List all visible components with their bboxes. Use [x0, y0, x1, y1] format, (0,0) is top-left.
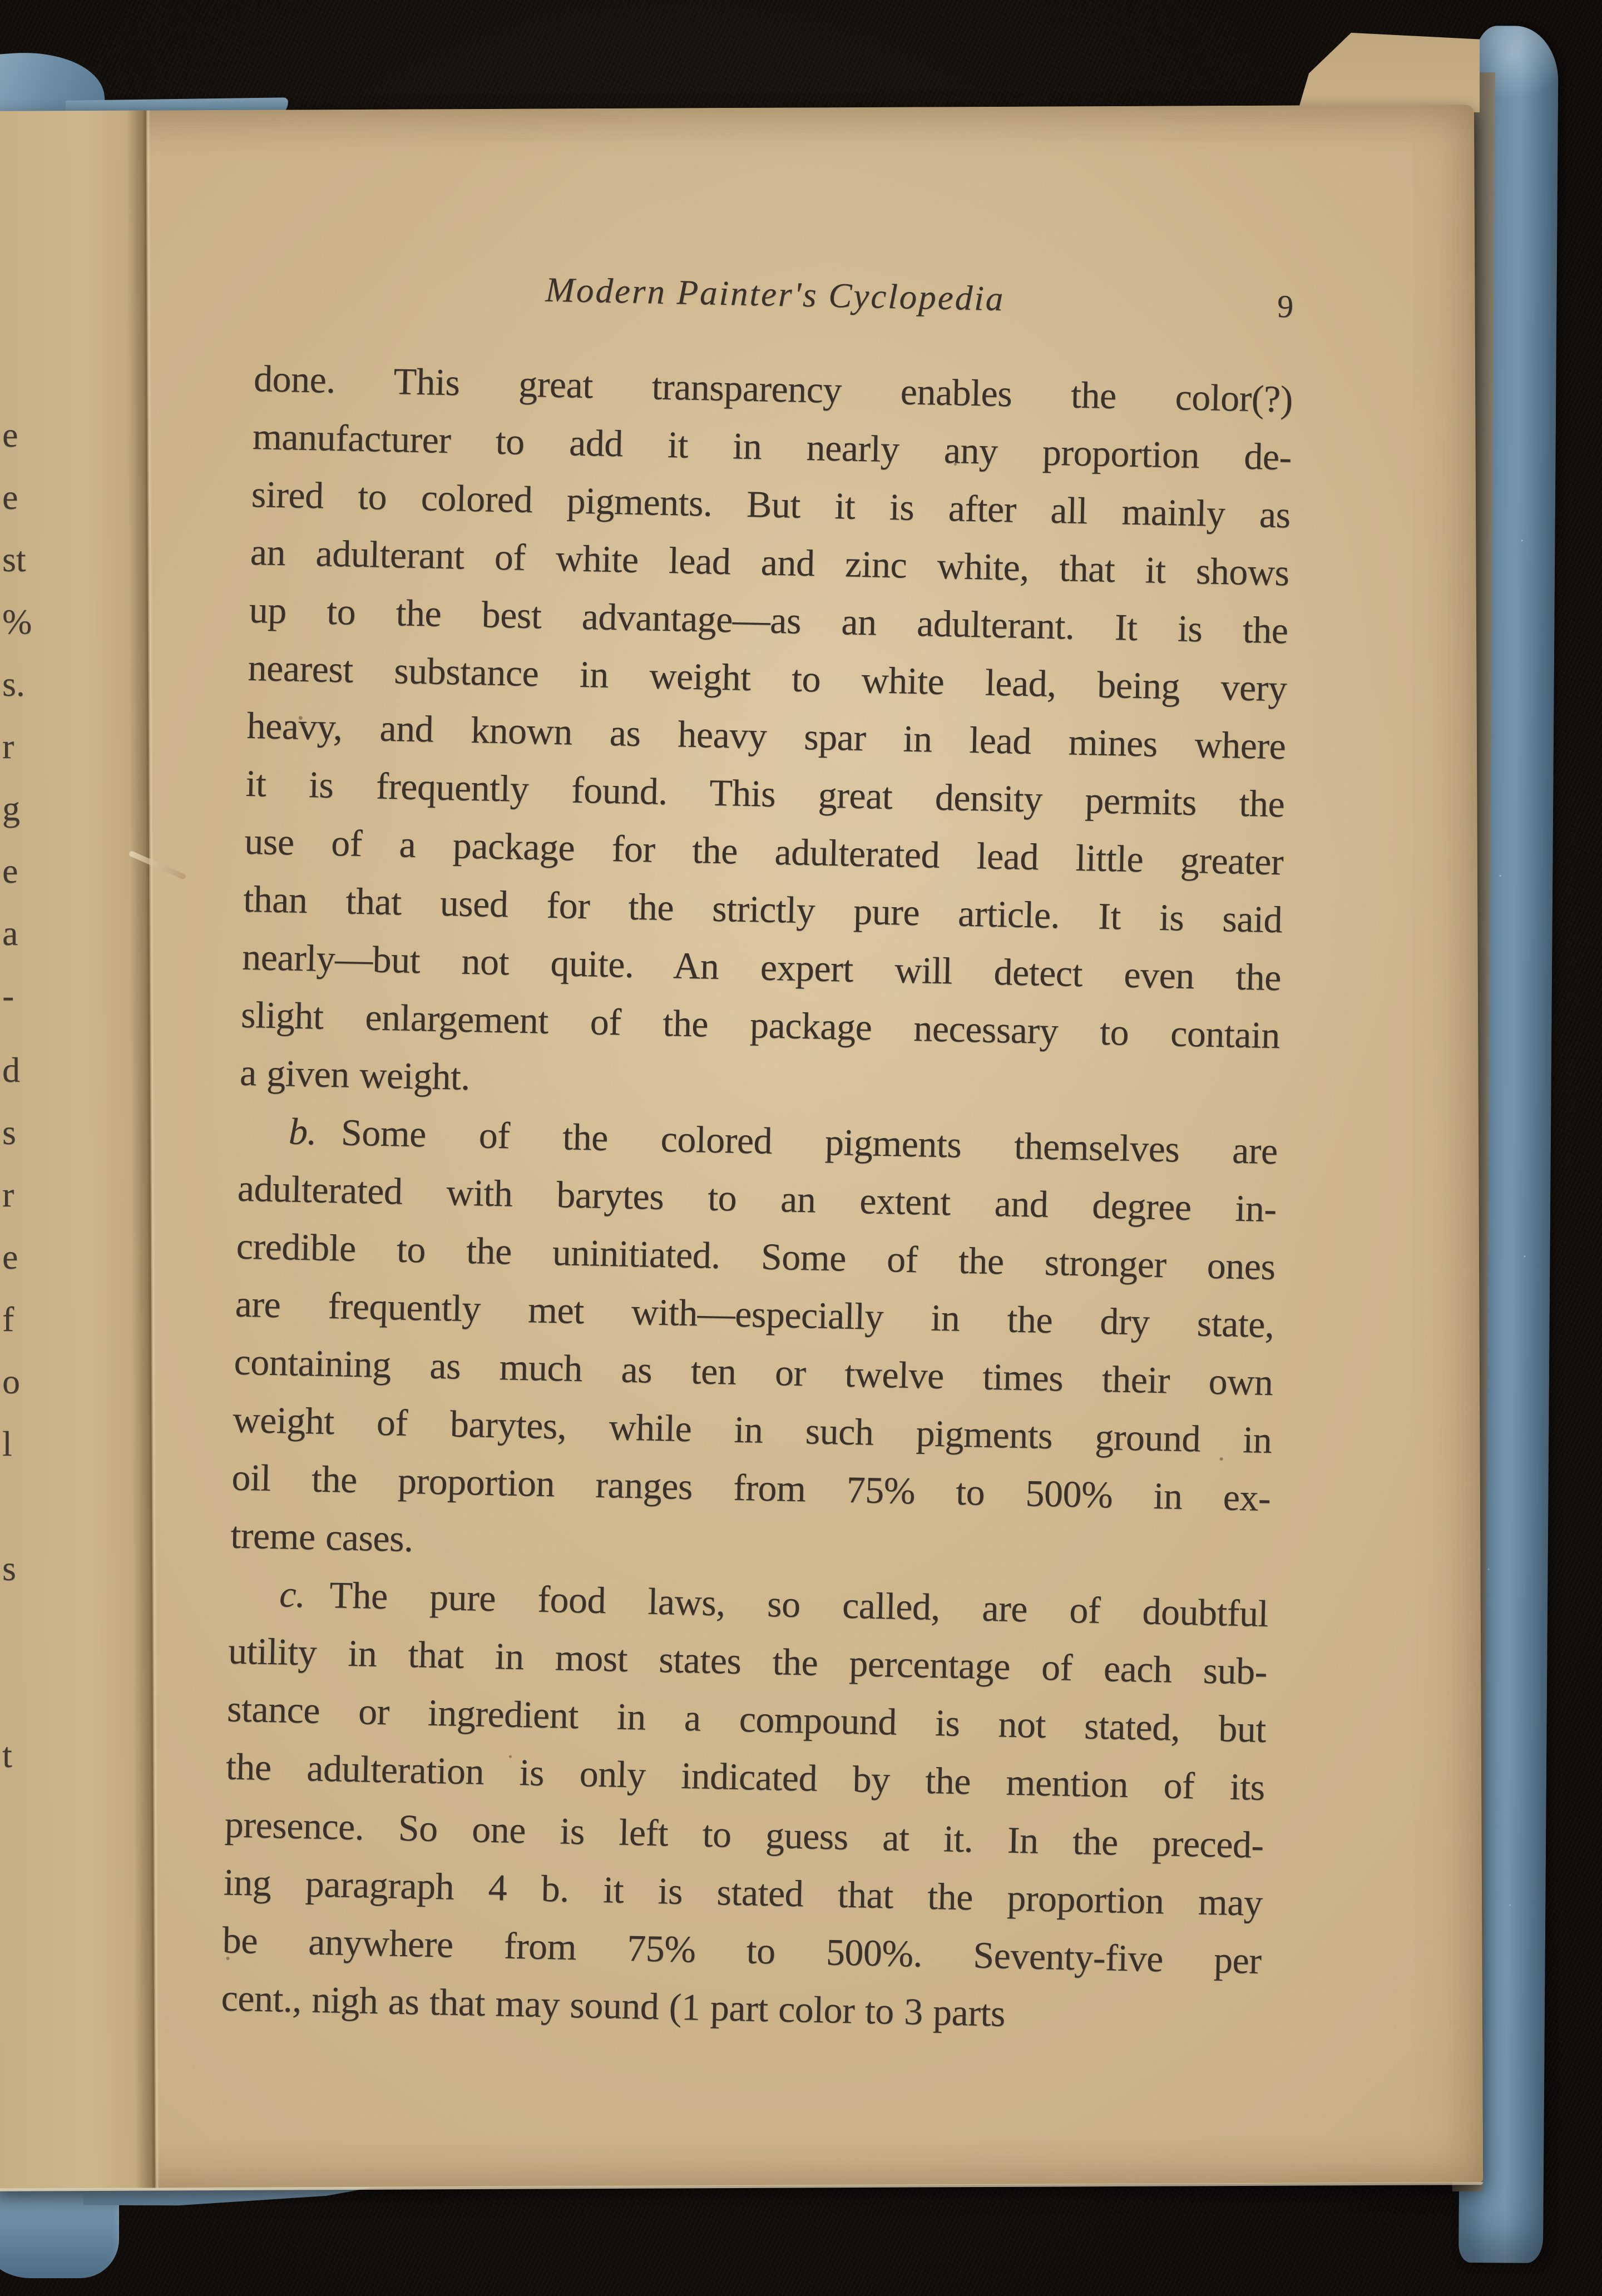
facing-page-text-fragment: s. — [2, 664, 25, 704]
body-line: it is frequently found. This great density permits the — [245, 761, 1285, 825]
body-line: utility in that in most states the percentage of each sub- — [228, 1629, 1268, 1693]
body-line: slight enlargement of the package necessary to contain — [240, 993, 1280, 1057]
paragraph-letter: b. — [288, 1110, 317, 1153]
body-line: presence. So one is left to guess at it. In the preced- — [224, 1803, 1264, 1866]
body-line: sired to colored pigments. But it is after all mainly as — [251, 472, 1291, 536]
body-line: up to the best advantage—as an adulterant. It is the — [249, 588, 1289, 652]
page-number: 9 — [1277, 288, 1294, 325]
body-line: oil the proportion ranges from 75% to 500% in ex- — [231, 1456, 1271, 1520]
facing-page-text-fragment: e — [2, 477, 18, 517]
running-head-title: Modern Painter's Cyclopedia — [545, 270, 1005, 319]
body-line: stance or ingredient in a compound is not stated, but — [226, 1687, 1267, 1750]
facing-page-text-fragment: l — [2, 1424, 12, 1463]
facing-page-text-fragment: g — [2, 789, 20, 828]
body-text — [221, 349, 1293, 2047]
body-line: the adulteration is only indicated by the mention of its — [225, 1745, 1265, 1808]
body-line: nearly—but not quite. An expert will detect even the — [241, 935, 1282, 999]
body-line: cent., nigh as that may sound (1 part color to 3 parts — [220, 1976, 1006, 2035]
facing-page-text-fragment: o — [2, 1362, 20, 1401]
facing-page-text-fragment: d — [2, 1050, 20, 1090]
body-line: use of a package for the adulterated lead little greater — [244, 819, 1284, 883]
facing-page-text-fragment: r — [2, 726, 14, 766]
facing-page-text-fragment: t — [2, 1735, 12, 1775]
paragraph-letter: c. — [279, 1572, 306, 1616]
body-line: manufacturer to add it in nearly any proportion de- — [252, 414, 1292, 478]
body-line: are frequently met with—especially in the dry state, — [235, 1282, 1275, 1346]
facing-page-text-fragment: - — [2, 976, 14, 1015]
body-line: a given weight. — [239, 1051, 471, 1098]
facing-page-text-fragment: e — [2, 1237, 18, 1276]
body-line: credible to the uninitiated. Some of the stronger ones — [236, 1224, 1276, 1288]
facing-page-text-fragment: a — [2, 913, 18, 953]
body-line: be anywhere from 75% to 500%. Seventy-five per — [222, 1918, 1262, 1982]
body-line: an adulterant of white lead and zinc white, that it shows — [250, 530, 1290, 594]
body-line: weight of barytes, while in such pigments ground in — [232, 1398, 1273, 1462]
facing-page-text-fragment: s — [2, 1548, 16, 1588]
facing-page-text-fragment: e — [2, 415, 18, 454]
facing-page-text-fragment: r — [2, 1175, 14, 1214]
body-line: treme cases. — [230, 1513, 414, 1560]
body-line: than that used for the strictly pure article. It is said — [243, 877, 1283, 941]
body-line: ing paragraph 4 b. it is stated that the proportion may — [223, 1860, 1263, 1924]
body-line: heavy, and known as heavy spar in lead mines where — [246, 704, 1287, 768]
body-line: containing as much as ten or twelve times their own — [233, 1340, 1274, 1404]
body-line: done. This great transparency enables the color(?) — [253, 357, 1293, 420]
body-line: adulterated with barytes to an extent and degree in- — [237, 1166, 1277, 1230]
facing-page-text-fragment: f — [2, 1299, 14, 1339]
facing-page-text-fragment: s — [2, 1112, 16, 1152]
body-line: b. Some of the colored pigments themselves are — [288, 1110, 1278, 1172]
facing-page-text-fragment: e — [2, 851, 18, 890]
running-head — [255, 264, 1295, 345]
facing-page-text-fragment: st — [2, 540, 26, 579]
body-line: nearest substance in weight to white lead, being very — [247, 646, 1288, 710]
facing-page-text-fragment: % — [2, 602, 32, 641]
body-line: c. The pure food laws, so called, are of doubtful — [279, 1572, 1269, 1635]
